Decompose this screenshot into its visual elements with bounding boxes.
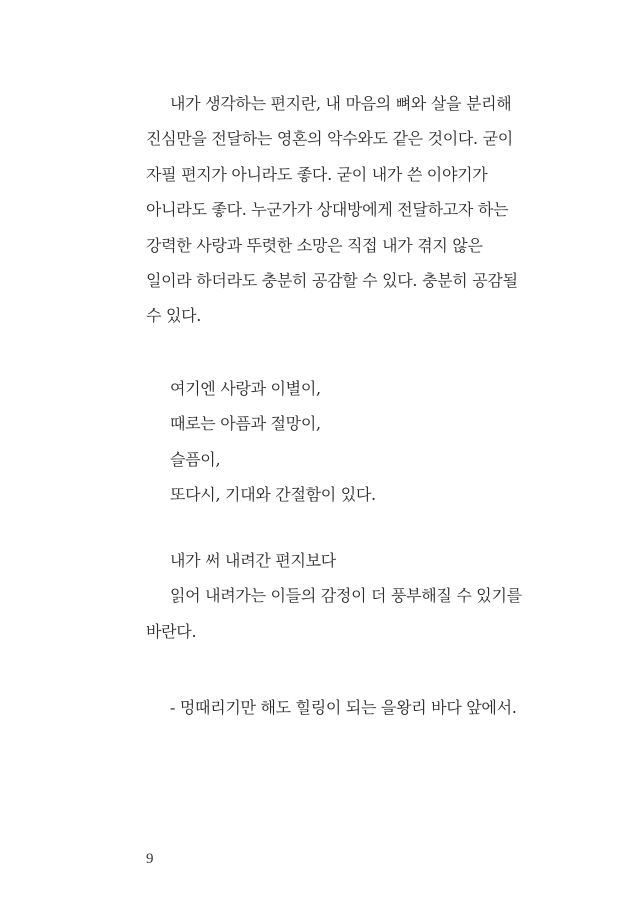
paragraph-emotions-list bbox=[146, 371, 546, 513]
paragraph-letter-meaning bbox=[146, 86, 546, 334]
text-line: 바란다. bbox=[146, 621, 197, 641]
text-line: 내가 써 내려간 편지보다 bbox=[170, 551, 336, 570]
text-line: 강력한 사랑과 뚜렷한 소망은 직접 내가 겪지 않은 bbox=[146, 235, 483, 255]
text-line: 읽어 내려가는 이들의 감정이 더 풍부해질 수 있기를 bbox=[170, 586, 522, 606]
paragraph-signature-location bbox=[146, 690, 546, 725]
text-line: 일이라 하더라도 충분히 공감할 수 있다. 충분히 공감될 bbox=[146, 270, 518, 290]
text-line: 자필 편지가 아니라도 좋다. 굳이 내가 쓴 이야기가 bbox=[146, 164, 488, 184]
page-number: 9 bbox=[146, 851, 154, 867]
text-line: 내가 생각하는 편지란, 내 마음의 뼈와 살을 분리해 bbox=[170, 94, 512, 113]
text-line: 진심만을 전달하는 영혼의 악수와도 같은 것이다. 굳이 bbox=[146, 129, 513, 149]
paragraph-wish bbox=[146, 543, 546, 649]
text-line: - 멍때리기만 해도 힐링이 되는 을왕리 바다 앞에서. bbox=[170, 698, 517, 717]
text-line: 때로는 아픔과 절망이, bbox=[170, 414, 321, 434]
text-line: 또다시, 기대와 간절함이 있다. bbox=[170, 485, 376, 505]
text-line: 여기엔 사랑과 이별이, bbox=[170, 379, 321, 398]
text-line: 수 있다. bbox=[146, 306, 202, 326]
text-line: 아니라도 좋다. 누군가가 상대방에게 전달하고자 하는 bbox=[146, 200, 509, 220]
text-line: 슬픔이, bbox=[170, 449, 221, 469]
